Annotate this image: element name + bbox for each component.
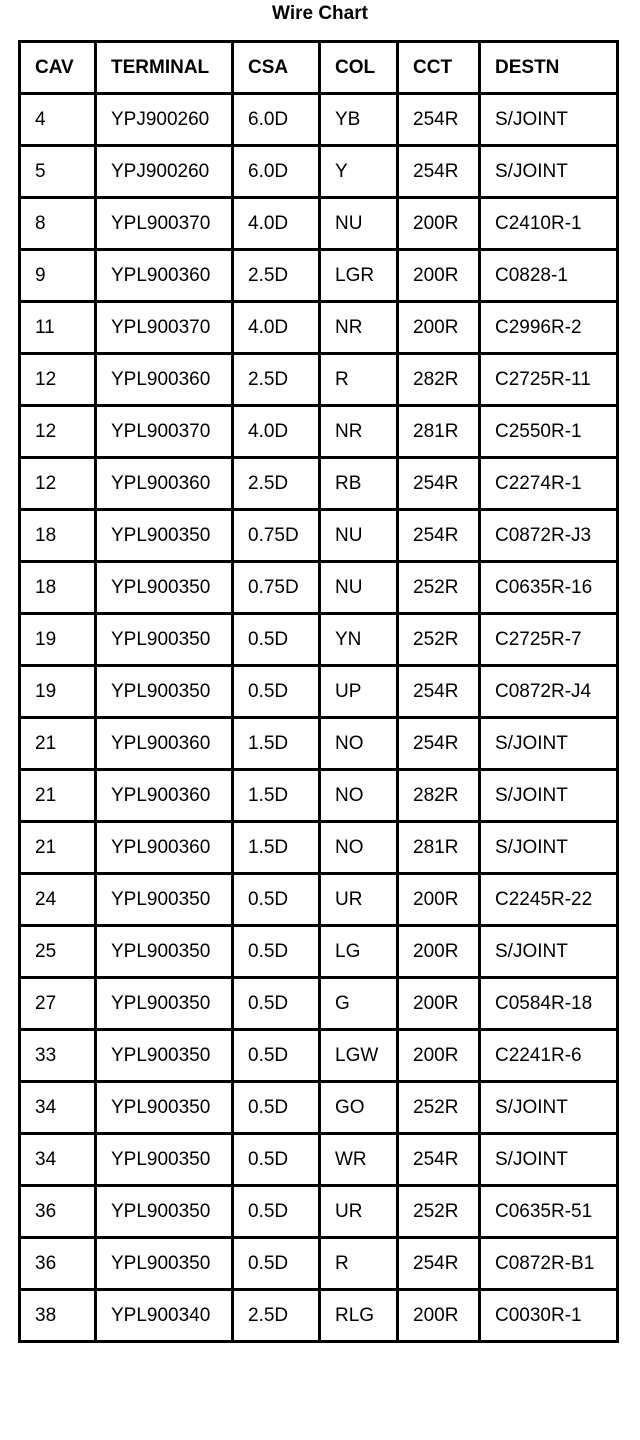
cell-destn: S/JOINT bbox=[480, 770, 618, 822]
cell-terminal: YPL900350 bbox=[96, 614, 233, 666]
cell-cct: 254R bbox=[398, 94, 480, 146]
cell-csa: 0.5D bbox=[233, 978, 320, 1030]
cell-cav: 8 bbox=[20, 198, 96, 250]
cell-destn: C2996R-2 bbox=[480, 302, 618, 354]
table-row bbox=[20, 1290, 618, 1342]
page-title: Wire Chart bbox=[272, 3, 368, 24]
cell-terminal: YPL900360 bbox=[96, 718, 233, 770]
cell-cct: 252R bbox=[398, 614, 480, 666]
table-row bbox=[20, 1030, 618, 1082]
table-row bbox=[20, 302, 618, 354]
cell-cct: 252R bbox=[398, 1186, 480, 1238]
cell-cav: 24 bbox=[20, 874, 96, 926]
cell-terminal: YPL900360 bbox=[96, 458, 233, 510]
cell-csa: 6.0D bbox=[233, 146, 320, 198]
cell-cav: 36 bbox=[20, 1186, 96, 1238]
cell-cav: 36 bbox=[20, 1238, 96, 1290]
cell-cav: 19 bbox=[20, 666, 96, 718]
cell-csa: 0.5D bbox=[233, 1186, 320, 1238]
table-row bbox=[20, 926, 618, 978]
table-header bbox=[20, 42, 618, 94]
wire-chart-table bbox=[18, 40, 619, 1343]
cell-col: WR bbox=[320, 1134, 398, 1186]
cell-cct: 252R bbox=[398, 562, 480, 614]
cell-cct: 200R bbox=[398, 302, 480, 354]
table-row bbox=[20, 250, 618, 302]
cell-csa: 2.5D bbox=[233, 458, 320, 510]
cell-col: R bbox=[320, 1238, 398, 1290]
cell-destn: C0872R-J4 bbox=[480, 666, 618, 718]
cell-destn: C0872R-J3 bbox=[480, 510, 618, 562]
table-row bbox=[20, 1238, 618, 1290]
cell-cav: 11 bbox=[20, 302, 96, 354]
header-row bbox=[20, 42, 618, 94]
column-header-col: COL bbox=[320, 42, 398, 94]
cell-csa: 0.75D bbox=[233, 510, 320, 562]
cell-terminal: YPL900350 bbox=[96, 874, 233, 926]
cell-cct: 281R bbox=[398, 406, 480, 458]
table-row bbox=[20, 770, 618, 822]
cell-col: NO bbox=[320, 770, 398, 822]
cell-cct: 254R bbox=[398, 718, 480, 770]
cell-cct: 200R bbox=[398, 1030, 480, 1082]
cell-cct: 254R bbox=[398, 458, 480, 510]
column-header-cct: CCT bbox=[398, 42, 480, 94]
table-row bbox=[20, 718, 618, 770]
cell-terminal: YPL900350 bbox=[96, 510, 233, 562]
cell-cct: 200R bbox=[398, 198, 480, 250]
cell-cav: 25 bbox=[20, 926, 96, 978]
cell-col: LG bbox=[320, 926, 398, 978]
table-row bbox=[20, 666, 618, 718]
cell-destn: S/JOINT bbox=[480, 146, 618, 198]
cell-col: GO bbox=[320, 1082, 398, 1134]
cell-col: UP bbox=[320, 666, 398, 718]
cell-col: NO bbox=[320, 822, 398, 874]
cell-terminal: YPL900340 bbox=[96, 1290, 233, 1342]
column-header-destn: DESTN bbox=[480, 42, 618, 94]
cell-cav: 12 bbox=[20, 458, 96, 510]
cell-cct: 200R bbox=[398, 1290, 480, 1342]
cell-destn: C2241R-6 bbox=[480, 1030, 618, 1082]
cell-csa: 0.5D bbox=[233, 1238, 320, 1290]
cell-destn: S/JOINT bbox=[480, 926, 618, 978]
cell-cav: 4 bbox=[20, 94, 96, 146]
cell-terminal: YPL900370 bbox=[96, 198, 233, 250]
cell-terminal: YPL900350 bbox=[96, 1186, 233, 1238]
cell-csa: 0.75D bbox=[233, 562, 320, 614]
cell-terminal: YPL900370 bbox=[96, 302, 233, 354]
table-row bbox=[20, 198, 618, 250]
table-row bbox=[20, 510, 618, 562]
cell-col: YB bbox=[320, 94, 398, 146]
table-row bbox=[20, 874, 618, 926]
cell-cct: 254R bbox=[398, 146, 480, 198]
cell-col: RB bbox=[320, 458, 398, 510]
table-row bbox=[20, 1134, 618, 1186]
cell-destn: C0828-1 bbox=[480, 250, 618, 302]
cell-col: LGR bbox=[320, 250, 398, 302]
cell-csa: 0.5D bbox=[233, 1030, 320, 1082]
cell-cav: 33 bbox=[20, 1030, 96, 1082]
cell-cav: 18 bbox=[20, 510, 96, 562]
cell-destn: C2274R-1 bbox=[480, 458, 618, 510]
cell-cav: 27 bbox=[20, 978, 96, 1030]
cell-terminal: YPL900350 bbox=[96, 926, 233, 978]
cell-cct: 200R bbox=[398, 978, 480, 1030]
cell-cav: 9 bbox=[20, 250, 96, 302]
table-row bbox=[20, 1186, 618, 1238]
cell-terminal: YPL900350 bbox=[96, 978, 233, 1030]
cell-terminal: YPL900360 bbox=[96, 354, 233, 406]
cell-col: UR bbox=[320, 874, 398, 926]
table-row bbox=[20, 562, 618, 614]
cell-col: UR bbox=[320, 1186, 398, 1238]
cell-col: NU bbox=[320, 510, 398, 562]
cell-cav: 18 bbox=[20, 562, 96, 614]
cell-cav: 34 bbox=[20, 1082, 96, 1134]
cell-terminal: YPL900360 bbox=[96, 770, 233, 822]
cell-csa: 6.0D bbox=[233, 94, 320, 146]
cell-terminal: YPL900360 bbox=[96, 822, 233, 874]
cell-col: NR bbox=[320, 302, 398, 354]
cell-cav: 34 bbox=[20, 1134, 96, 1186]
cell-destn: C0030R-1 bbox=[480, 1290, 618, 1342]
cell-col: YN bbox=[320, 614, 398, 666]
cell-col: NU bbox=[320, 562, 398, 614]
cell-terminal: YPJ900260 bbox=[96, 146, 233, 198]
table-row bbox=[20, 146, 618, 198]
cell-destn: S/JOINT bbox=[480, 1082, 618, 1134]
table-row bbox=[20, 614, 618, 666]
cell-destn: C2245R-22 bbox=[480, 874, 618, 926]
cell-cav: 19 bbox=[20, 614, 96, 666]
cell-cav: 38 bbox=[20, 1290, 96, 1342]
cell-col: NU bbox=[320, 198, 398, 250]
cell-destn: C2725R-7 bbox=[480, 614, 618, 666]
cell-terminal: YPL900370 bbox=[96, 406, 233, 458]
column-header-cav: CAV bbox=[20, 42, 96, 94]
table-row bbox=[20, 1082, 618, 1134]
cell-csa: 4.0D bbox=[233, 406, 320, 458]
cell-terminal: YPL900350 bbox=[96, 1030, 233, 1082]
table-row bbox=[20, 354, 618, 406]
cell-col: RLG bbox=[320, 1290, 398, 1342]
cell-terminal: YPL900350 bbox=[96, 1082, 233, 1134]
cell-csa: 0.5D bbox=[233, 926, 320, 978]
cell-csa: 0.5D bbox=[233, 874, 320, 926]
cell-cav: 12 bbox=[20, 406, 96, 458]
cell-destn: C2410R-1 bbox=[480, 198, 618, 250]
column-header-terminal: TERMINAL bbox=[96, 42, 233, 94]
cell-destn: C2725R-11 bbox=[480, 354, 618, 406]
cell-cav: 12 bbox=[20, 354, 96, 406]
cell-cct: 254R bbox=[398, 666, 480, 718]
cell-terminal: YPJ900260 bbox=[96, 94, 233, 146]
table-row bbox=[20, 978, 618, 1030]
table-row bbox=[20, 458, 618, 510]
cell-terminal: YPL900350 bbox=[96, 1134, 233, 1186]
cell-csa: 1.5D bbox=[233, 770, 320, 822]
cell-csa: 2.5D bbox=[233, 1290, 320, 1342]
cell-cct: 254R bbox=[398, 1238, 480, 1290]
table-body bbox=[20, 94, 618, 1342]
cell-destn: C0584R-18 bbox=[480, 978, 618, 1030]
cell-cct: 200R bbox=[398, 250, 480, 302]
cell-terminal: YPL900360 bbox=[96, 250, 233, 302]
cell-cct: 252R bbox=[398, 1082, 480, 1134]
cell-destn: S/JOINT bbox=[480, 718, 618, 770]
cell-destn: C0635R-16 bbox=[480, 562, 618, 614]
cell-cct: 254R bbox=[398, 1134, 480, 1186]
cell-col: R bbox=[320, 354, 398, 406]
cell-csa: 0.5D bbox=[233, 1134, 320, 1186]
cell-destn: S/JOINT bbox=[480, 822, 618, 874]
cell-csa: 4.0D bbox=[233, 302, 320, 354]
cell-csa: 2.5D bbox=[233, 354, 320, 406]
cell-terminal: YPL900350 bbox=[96, 562, 233, 614]
cell-cav: 21 bbox=[20, 770, 96, 822]
cell-csa: 1.5D bbox=[233, 718, 320, 770]
cell-destn: C0635R-51 bbox=[480, 1186, 618, 1238]
cell-csa: 0.5D bbox=[233, 614, 320, 666]
cell-cct: 200R bbox=[398, 926, 480, 978]
column-header-csa: CSA bbox=[233, 42, 320, 94]
cell-terminal: YPL900350 bbox=[96, 666, 233, 718]
cell-cav: 21 bbox=[20, 822, 96, 874]
cell-csa: 0.5D bbox=[233, 1082, 320, 1134]
cell-csa: 1.5D bbox=[233, 822, 320, 874]
cell-csa: 4.0D bbox=[233, 198, 320, 250]
table-row bbox=[20, 406, 618, 458]
cell-cct: 282R bbox=[398, 354, 480, 406]
cell-terminal: YPL900350 bbox=[96, 1238, 233, 1290]
cell-cav: 5 bbox=[20, 146, 96, 198]
cell-destn: C0872R-B1 bbox=[480, 1238, 618, 1290]
cell-col: NO bbox=[320, 718, 398, 770]
cell-col: Y bbox=[320, 146, 398, 198]
cell-cav: 21 bbox=[20, 718, 96, 770]
cell-destn: S/JOINT bbox=[480, 94, 618, 146]
cell-cct: 282R bbox=[398, 770, 480, 822]
cell-cct: 200R bbox=[398, 874, 480, 926]
cell-col: NR bbox=[320, 406, 398, 458]
table-row bbox=[20, 94, 618, 146]
cell-destn: S/JOINT bbox=[480, 1134, 618, 1186]
table-row bbox=[20, 822, 618, 874]
cell-cct: 254R bbox=[398, 510, 480, 562]
cell-destn: C2550R-1 bbox=[480, 406, 618, 458]
cell-col: G bbox=[320, 978, 398, 1030]
cell-csa: 0.5D bbox=[233, 666, 320, 718]
cell-col: LGW bbox=[320, 1030, 398, 1082]
cell-csa: 2.5D bbox=[233, 250, 320, 302]
cell-cct: 281R bbox=[398, 822, 480, 874]
